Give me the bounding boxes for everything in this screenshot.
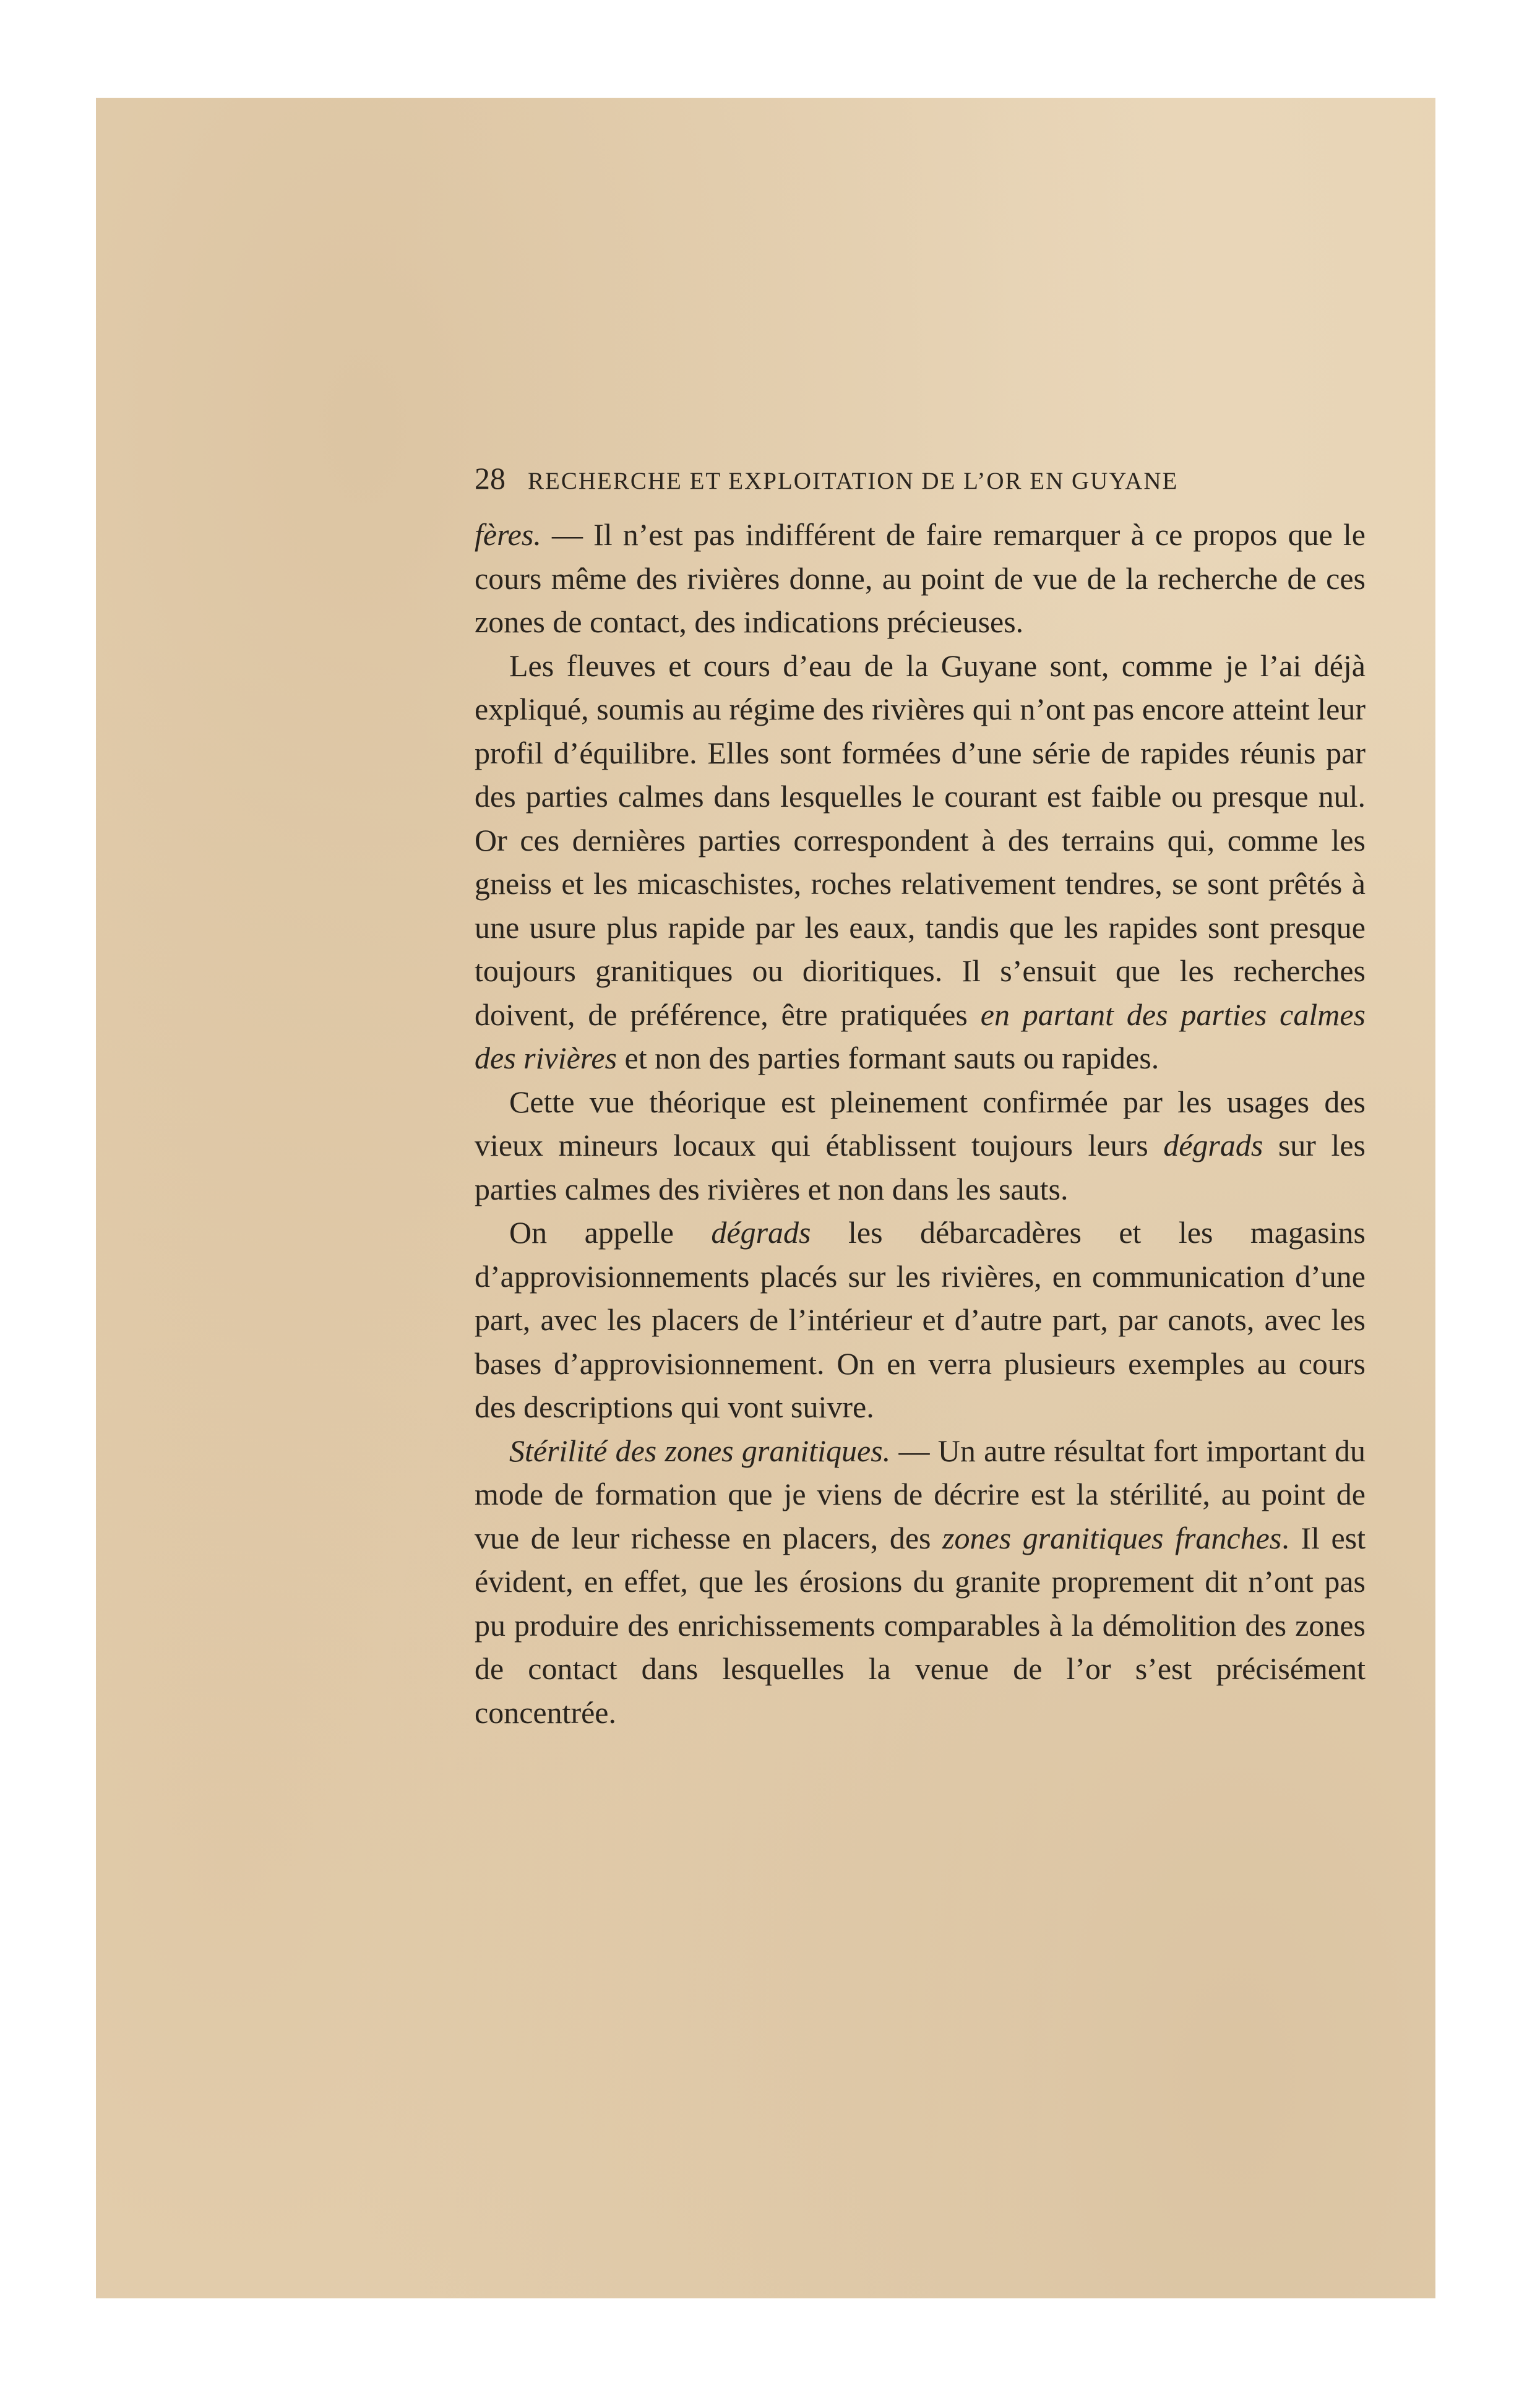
- running-header: [475, 460, 1366, 497]
- paragraph-3-segment-3: sur les parties calmes des rivières et non dans les sauts.: [475, 1128, 1366, 1206]
- body-text: [475, 513, 1366, 1734]
- paragraph-4-segment-3: les débarcadères et les magasins d’approvisionnements placés sur les rivières, en communication d’une part, avec les placers de l’intérieur et d’autre part, par canots, avec les bases d’approvisionnement. On en verra plusieurs exemples au cours des descriptions qui vont suivre.: [475, 1215, 1366, 1424]
- paragraph-5-segment-4: . Il est évident, en effet, que les érosions du granite proprement dit n’ont pas pu produire des enrichissements comparables à la démolition des zones de contact dans lesquelles la venue de l’or s’est précisément concentrée.: [475, 1520, 1366, 1730]
- paragraph-1: [475, 513, 1366, 644]
- paragraph-5-segment-2: — Un autre résultat fort important du mode de formation que je viens de décrire est la stérilité, au point de vue de leur richesse en placers, des: [475, 1433, 1366, 1555]
- paragraph-2-segment-1: Les fleuves et cours d’eau de la Guyane sont, comme je l’ai déjà expliqué, soumis au régime des rivières qui n’ont pas encore atteint leur profil d’équilibre. Elles sont formées d’une série de rapides réunis par des parties calmes dans lesquelles le courant est faible ou presque nul. Or ces dernières parties correspondent à des terrains qui, comme les gneiss et les micaschistes, roches relativement tendres, se sont prêtés à une usure plus rapide par les eaux, tandis que les rapides sont presque toujours granitiques ou dioritiques. Il s’ensuit que les recherches doivent, de préférence, être pratiquées: [475, 648, 1366, 1032]
- paragraph-5: [475, 1429, 1366, 1735]
- paragraph-1-segment-2: — Il n’est pas indifférent de faire remarquer à ce propos que le cours même des rivières donne, au point de vue de la recherche de ces zones de contact, des indications précieuses.: [475, 517, 1366, 639]
- paragraph-4-segment-2: dégrads: [711, 1215, 811, 1250]
- book-page: [96, 98, 1435, 2298]
- paragraph-2-segment-3: et non des parties formant sauts ou rapides.: [617, 1041, 1159, 1075]
- paragraph-5-segment-3: zones granitiques franches: [942, 1520, 1282, 1555]
- paragraph-5-segment-1: Stérilité des zones granitiques.: [509, 1433, 891, 1468]
- running-title: RECHERCHE ET EXPLOITATION DE L’OR EN GUYANE: [528, 468, 1179, 494]
- paragraph-3-segment-1: Cette vue théorique est pleinement confirmée par les usages des vieux mineurs locaux qui établissent toujours leurs: [475, 1084, 1366, 1162]
- paragraph-1-segment-1: fères.: [475, 517, 541, 552]
- paragraph-2: [475, 644, 1366, 1080]
- paragraph-2-segment-2: en partant des parties calmes des rivières: [475, 997, 1366, 1075]
- paragraph-3-segment-2: dégrads: [1163, 1128, 1263, 1162]
- page-number: 28: [475, 461, 505, 496]
- page-content: [475, 460, 1366, 1734]
- paragraph-3: [475, 1080, 1366, 1211]
- paragraph-4: [475, 1211, 1366, 1429]
- paragraph-4-segment-1: On appelle: [509, 1215, 712, 1250]
